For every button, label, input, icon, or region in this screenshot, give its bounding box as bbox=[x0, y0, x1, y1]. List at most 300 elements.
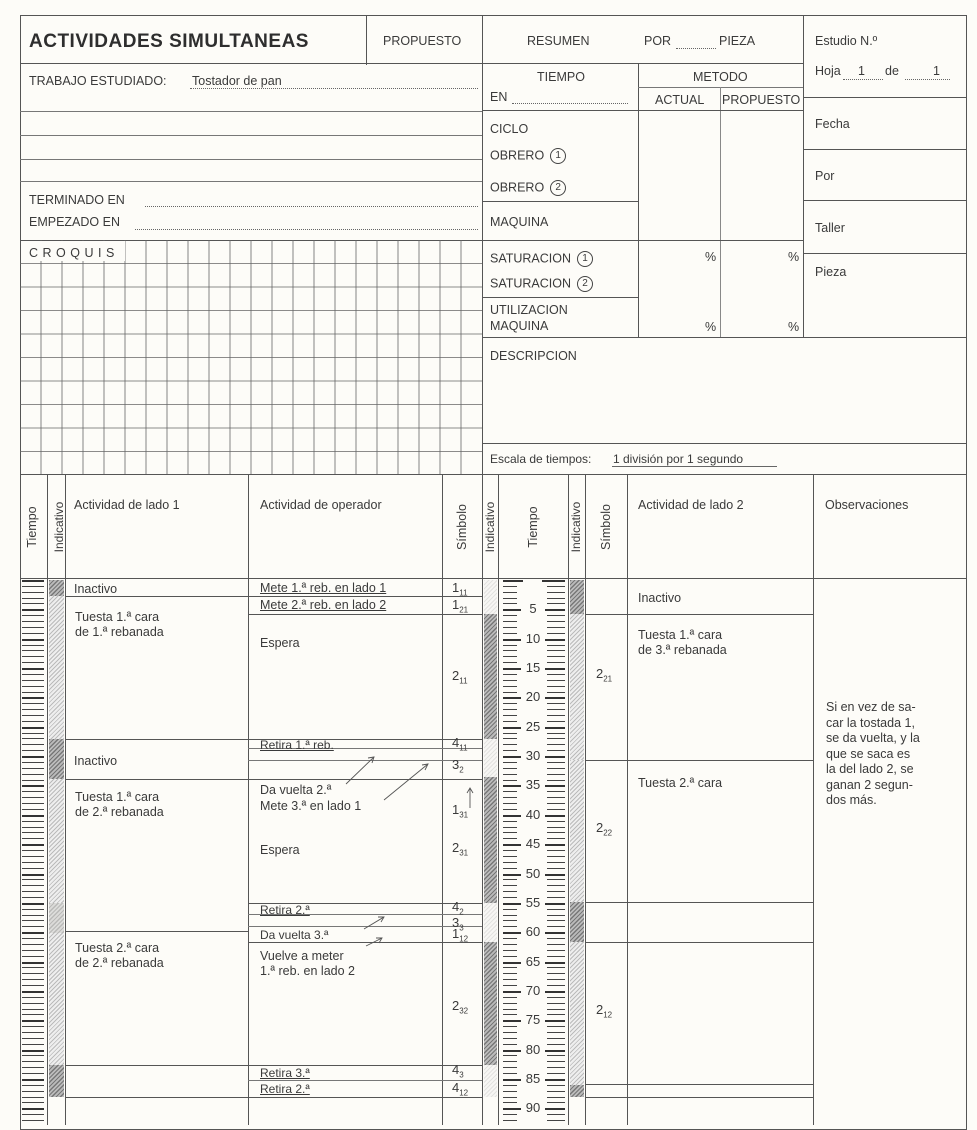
croquis-grid[interactable] bbox=[20, 240, 482, 475]
symbol-4-12 bbox=[452, 1080, 468, 1098]
time-tick bbox=[503, 785, 523, 787]
op-da-vuelta-2: Da vuelta 2.ª bbox=[260, 783, 332, 797]
time-tick bbox=[22, 1044, 44, 1045]
time-tick bbox=[503, 997, 517, 998]
time-tick bbox=[547, 891, 565, 892]
time-tick bbox=[503, 1026, 517, 1027]
time-tick bbox=[503, 856, 517, 857]
time-tick bbox=[22, 680, 44, 681]
sym-main: 2 bbox=[596, 666, 604, 681]
time-tick bbox=[503, 703, 517, 704]
time-tick bbox=[22, 791, 44, 792]
lado1-tuesta-1: Tuesta 1.ª cara bbox=[75, 610, 160, 624]
sym-sub: 11 bbox=[459, 676, 468, 686]
time-tick bbox=[22, 920, 44, 921]
time-tick bbox=[22, 785, 44, 787]
time-tick bbox=[547, 868, 565, 869]
time-tick bbox=[22, 697, 44, 699]
pieza-field-label[interactable]: Pieza bbox=[815, 265, 847, 279]
time-tick bbox=[547, 674, 565, 675]
col-observaciones: Observaciones bbox=[825, 498, 909, 512]
time-scale-label: 25 bbox=[521, 719, 545, 734]
ciclo-label: CICLO bbox=[490, 122, 529, 136]
op-espera-1: Espera bbox=[260, 636, 300, 650]
indicator-inactive bbox=[49, 1065, 64, 1097]
time-tick bbox=[22, 733, 44, 734]
time-tick bbox=[22, 1079, 44, 1081]
observaciones-note bbox=[826, 700, 966, 809]
time-tick bbox=[22, 668, 44, 670]
time-tick bbox=[22, 1067, 44, 1068]
time-tick bbox=[547, 944, 565, 945]
time-tick bbox=[503, 868, 517, 869]
time-scale-label: 30 bbox=[521, 748, 545, 763]
sym-sub: 11 bbox=[459, 743, 468, 753]
taller-label[interactable]: Taller bbox=[815, 221, 845, 235]
col-operador: Actividad de operador bbox=[260, 498, 382, 512]
time-scale-label: 20 bbox=[521, 689, 545, 704]
time-tick bbox=[22, 721, 44, 722]
op-espera-2: Espera bbox=[260, 843, 300, 857]
time-tick bbox=[503, 1038, 517, 1039]
trabajo-value[interactable]: Tostador de pan bbox=[192, 74, 282, 88]
time-tick bbox=[542, 727, 565, 729]
time-tick bbox=[22, 862, 44, 863]
form-title: ACTIVIDADES SIMULTANEAS bbox=[29, 31, 309, 52]
indicator-active bbox=[570, 760, 584, 902]
time-tick bbox=[503, 891, 517, 892]
lado1-inactivo: Inactivo bbox=[74, 582, 118, 596]
time-tick bbox=[22, 586, 44, 587]
lado1-inactivo-2: Inactivo bbox=[74, 754, 118, 768]
time-tick bbox=[547, 850, 565, 851]
por-field-label[interactable]: Por bbox=[815, 169, 835, 183]
obs-line: dos más. bbox=[826, 793, 877, 807]
escala-value: 1 división por 1 segundo bbox=[613, 452, 744, 466]
time-tick bbox=[503, 909, 517, 910]
time-tick bbox=[22, 692, 44, 693]
time-tick bbox=[542, 1079, 565, 1081]
time-tick bbox=[22, 780, 44, 781]
time-tick bbox=[547, 827, 565, 828]
time-scale-label: 60 bbox=[521, 924, 545, 939]
time-tick bbox=[547, 803, 565, 804]
time-tick bbox=[542, 932, 565, 934]
lado2-tuesta-1b: de 3.ª rebanada bbox=[638, 643, 727, 657]
time-tick bbox=[547, 1038, 565, 1039]
time-tick bbox=[22, 797, 44, 798]
time-tick bbox=[503, 615, 517, 616]
en-label: EN bbox=[490, 90, 508, 104]
time-tick bbox=[547, 1032, 565, 1033]
sym-sub: 12 bbox=[603, 1010, 613, 1020]
propuesto-label: PROPUESTO bbox=[383, 34, 462, 48]
time-tick bbox=[503, 662, 517, 663]
saturacion-text: SATURACION bbox=[490, 251, 572, 266]
time-tick bbox=[503, 1055, 517, 1056]
indicator-active bbox=[49, 933, 64, 1065]
op-mete-2: Mete 2.ª reb. en lado 2 bbox=[260, 598, 387, 612]
sym-sub: 2 bbox=[459, 765, 464, 775]
time-tick bbox=[503, 821, 517, 822]
time-tick bbox=[503, 944, 517, 945]
time-tick bbox=[22, 686, 44, 687]
de-number[interactable]: 1 bbox=[933, 64, 940, 78]
symbol-2-22 bbox=[596, 820, 612, 838]
time-tick bbox=[547, 985, 565, 986]
time-tick bbox=[503, 815, 523, 817]
time-tick bbox=[22, 615, 44, 616]
time-tick bbox=[503, 697, 523, 699]
indicator-active bbox=[49, 779, 64, 903]
time-tick bbox=[547, 1120, 565, 1121]
time-tick bbox=[547, 909, 565, 910]
time-tick bbox=[22, 650, 44, 651]
time-tick bbox=[542, 815, 565, 817]
time-tick bbox=[503, 1009, 517, 1010]
escala-label: Escala de tiempos: bbox=[490, 452, 592, 466]
obs-line: la del lado 2, se bbox=[826, 762, 914, 776]
time-tick bbox=[542, 639, 565, 641]
time-tick bbox=[547, 1097, 565, 1098]
op-retira-1: Retira 1.ª reb. bbox=[260, 738, 334, 752]
time-tick bbox=[22, 703, 44, 704]
time-scale-label: 90 bbox=[521, 1100, 545, 1115]
op-retira-2: Retira 2.ª bbox=[260, 903, 310, 917]
time-tick bbox=[503, 926, 517, 927]
sym-main: 2 bbox=[452, 840, 460, 855]
time-tick bbox=[542, 903, 565, 905]
time-tick bbox=[547, 956, 565, 957]
time-tick bbox=[503, 586, 517, 587]
time-tick bbox=[22, 1050, 44, 1052]
time-tick bbox=[22, 991, 44, 993]
time-tick bbox=[22, 973, 44, 974]
time-tick bbox=[22, 580, 44, 582]
time-tick bbox=[503, 1108, 523, 1110]
time-tick bbox=[503, 915, 517, 916]
time-tick bbox=[503, 885, 517, 886]
time-tick bbox=[22, 662, 44, 663]
time-tick bbox=[547, 950, 565, 951]
time-tick bbox=[503, 920, 517, 921]
time-scale-label: 85 bbox=[521, 1071, 545, 1086]
time-tick bbox=[22, 621, 44, 622]
op-vuelve-1: Vuelve a meter bbox=[260, 949, 344, 963]
time-tick bbox=[503, 768, 517, 769]
time-tick bbox=[547, 733, 565, 734]
time-tick bbox=[22, 645, 44, 646]
time-tick bbox=[22, 821, 44, 822]
saturacion-2-label bbox=[490, 276, 593, 292]
time-tick bbox=[542, 756, 565, 758]
time-tick bbox=[22, 756, 44, 758]
time-tick bbox=[22, 844, 44, 846]
sym-main: 2 bbox=[596, 1002, 604, 1017]
time-tick bbox=[547, 938, 565, 939]
circled-2-icon: 2 bbox=[550, 180, 566, 196]
time-scale-label: 15 bbox=[521, 660, 545, 675]
indicator-inactive bbox=[49, 739, 64, 779]
sym-sub: 31 bbox=[459, 810, 469, 820]
time-tick bbox=[547, 603, 565, 604]
indicator-active bbox=[570, 942, 584, 1085]
time-tick bbox=[22, 879, 44, 880]
sym-sub: 22 bbox=[603, 828, 613, 838]
time-tick bbox=[503, 791, 517, 792]
time-tick bbox=[547, 744, 565, 745]
time-tick bbox=[503, 1102, 517, 1103]
percent-sat-propuesto: % bbox=[788, 250, 800, 264]
sym-main: 4 bbox=[452, 1062, 460, 1077]
time-tick bbox=[22, 903, 44, 905]
time-tick bbox=[503, 738, 517, 739]
time-tick bbox=[547, 1003, 565, 1004]
indicator-operator-wait bbox=[484, 942, 497, 1065]
time-scale-label: 50 bbox=[521, 866, 545, 881]
time-scale-label: 35 bbox=[521, 777, 545, 792]
tiempo-label: TIEMPO bbox=[537, 70, 585, 84]
time-tick bbox=[503, 709, 517, 710]
circled-1-icon: 1 bbox=[550, 148, 566, 164]
time-tick bbox=[22, 932, 44, 934]
time-tick bbox=[547, 920, 565, 921]
time-tick bbox=[503, 973, 517, 974]
time-tick bbox=[547, 768, 565, 769]
time-tick bbox=[542, 991, 565, 993]
time-tick bbox=[547, 856, 565, 857]
lado1-tuesta-2b: de 2.ª rebanada bbox=[75, 805, 164, 819]
time-tick bbox=[22, 1020, 44, 1022]
time-tick bbox=[547, 680, 565, 681]
time-tick bbox=[547, 703, 565, 704]
time-tick bbox=[22, 944, 44, 945]
time-tick bbox=[503, 674, 517, 675]
time-tick bbox=[503, 897, 517, 898]
op-mete-3: Mete 3.ª en lado 1 bbox=[260, 799, 362, 813]
time-tick bbox=[22, 868, 44, 869]
symbol-2-11 bbox=[452, 668, 468, 686]
time-tick bbox=[22, 985, 44, 986]
time-tick bbox=[547, 879, 565, 880]
time-tick bbox=[547, 1044, 565, 1045]
time-tick bbox=[542, 609, 565, 611]
time-tick bbox=[22, 915, 44, 916]
time-tick bbox=[503, 932, 523, 934]
time-tick bbox=[503, 1032, 517, 1033]
time-tick bbox=[547, 1026, 565, 1027]
time-tick bbox=[547, 862, 565, 863]
time-tick bbox=[547, 750, 565, 751]
time-tick bbox=[547, 926, 565, 927]
time-tick bbox=[22, 962, 44, 964]
time-tick bbox=[22, 967, 44, 968]
time-tick bbox=[503, 903, 523, 905]
time-tick bbox=[542, 1108, 565, 1110]
time-tick bbox=[22, 1108, 44, 1110]
time-tick bbox=[503, 985, 517, 986]
time-tick bbox=[503, 621, 517, 622]
time-tick bbox=[547, 656, 565, 657]
time-tick bbox=[503, 1020, 523, 1022]
time-tick bbox=[503, 639, 523, 641]
time-tick bbox=[22, 856, 44, 857]
time-tick bbox=[547, 1091, 565, 1092]
time-tick bbox=[503, 827, 517, 828]
time-tick bbox=[22, 909, 44, 910]
time-tick bbox=[542, 785, 565, 787]
time-tick bbox=[503, 850, 517, 851]
hoja-number[interactable]: 1 bbox=[858, 64, 865, 78]
time-tick bbox=[503, 633, 517, 634]
time-tick bbox=[503, 609, 523, 611]
obs-line: car la tostada 1, bbox=[826, 715, 915, 730]
op-retira-2b: Retira 2.ª bbox=[260, 1082, 310, 1096]
time-tick bbox=[547, 650, 565, 651]
lado2-tuesta-1: Tuesta 1.ª cara bbox=[638, 628, 723, 642]
symbol-4-3 bbox=[452, 1062, 464, 1080]
col-indicativo-3: Indicativo bbox=[569, 501, 583, 553]
sym-main: 4 bbox=[452, 899, 460, 914]
time-tick bbox=[22, 1102, 44, 1103]
indicator-active bbox=[570, 614, 584, 760]
col-indicativo-2: Indicativo bbox=[483, 501, 497, 553]
time-tick bbox=[547, 1073, 565, 1074]
time-tick bbox=[503, 862, 517, 863]
time-tick bbox=[547, 662, 565, 663]
time-scale-label: 80 bbox=[521, 1042, 545, 1057]
time-tick bbox=[503, 1044, 517, 1045]
time-tick bbox=[547, 721, 565, 722]
time-tick bbox=[503, 774, 517, 775]
sym-main: 1 bbox=[452, 926, 460, 941]
descripcion-label[interactable]: DESCRIPCION bbox=[490, 349, 577, 363]
time-tick bbox=[503, 1003, 517, 1004]
symbol-1-21 bbox=[452, 597, 468, 615]
obrero-1-label bbox=[490, 148, 566, 164]
symbol-2-12 bbox=[596, 1002, 612, 1020]
time-scale-label: 45 bbox=[521, 836, 545, 851]
time-tick bbox=[503, 1091, 517, 1092]
obs-line: ganan 2 segun- bbox=[826, 777, 913, 792]
time-tick bbox=[22, 803, 44, 804]
time-tick bbox=[503, 956, 517, 957]
indicator-active bbox=[49, 596, 64, 739]
time-tick bbox=[547, 709, 565, 710]
time-tick bbox=[22, 709, 44, 710]
symbol-1-11 bbox=[452, 580, 468, 598]
time-tick bbox=[22, 727, 44, 729]
time-tick bbox=[503, 1085, 517, 1086]
time-tick bbox=[547, 1085, 565, 1086]
indicator-operator-work bbox=[484, 580, 497, 614]
sym-main: 2 bbox=[452, 998, 460, 1013]
time-tick bbox=[22, 874, 44, 876]
time-tick bbox=[22, 979, 44, 980]
time-tick bbox=[542, 844, 565, 846]
saturacion-text: SATURACION bbox=[490, 276, 572, 291]
time-scale-label: 40 bbox=[521, 807, 545, 822]
time-tick bbox=[547, 1114, 565, 1115]
time-tick bbox=[503, 727, 523, 729]
time-tick bbox=[542, 962, 565, 964]
time-tick bbox=[547, 598, 565, 599]
sym-sub: 2 bbox=[459, 907, 464, 917]
time-tick bbox=[542, 580, 565, 582]
time-tick bbox=[547, 1009, 565, 1010]
time-tick bbox=[503, 950, 517, 951]
arrow-icon bbox=[348, 930, 408, 960]
obs-line: se da vuelta, y la bbox=[826, 731, 920, 745]
fecha-label[interactable]: Fecha bbox=[815, 117, 850, 131]
time-tick bbox=[503, 1097, 517, 1098]
saturacion-1-label bbox=[490, 251, 593, 267]
col-simbolo-2: Símbolo bbox=[599, 504, 613, 550]
time-tick bbox=[503, 762, 517, 763]
obrero-text: OBRERO bbox=[490, 148, 545, 163]
time-tick bbox=[547, 1014, 565, 1015]
time-ruler-left bbox=[22, 578, 46, 1125]
time-tick bbox=[22, 1038, 44, 1039]
time-tick bbox=[22, 738, 44, 739]
time-tick bbox=[503, 1014, 517, 1015]
time-tick bbox=[503, 744, 517, 745]
time-tick bbox=[503, 721, 517, 722]
time-tick bbox=[22, 1009, 44, 1010]
circled-2-icon: 2 bbox=[577, 276, 593, 292]
trabajo-label: TRABAJO ESTUDIADO: bbox=[29, 74, 167, 88]
time-tick bbox=[547, 791, 565, 792]
time-tick bbox=[503, 938, 517, 939]
sym-sub: 31 bbox=[459, 848, 469, 858]
time-tick bbox=[503, 991, 523, 993]
time-tick bbox=[503, 603, 517, 604]
terminado-label: TERMINADO EN bbox=[29, 193, 125, 207]
indicator-operator-work bbox=[484, 1065, 497, 1097]
op-mete-1: Mete 1.ª reb. en lado 1 bbox=[260, 581, 387, 595]
time-tick bbox=[547, 738, 565, 739]
time-tick bbox=[22, 838, 44, 839]
sym-main: 1 bbox=[452, 580, 460, 595]
hoja-label: Hoja bbox=[815, 64, 841, 78]
time-tick bbox=[547, 797, 565, 798]
op-retira-3: Retira 3.ª bbox=[260, 1066, 310, 1080]
time-tick bbox=[22, 897, 44, 898]
metodo-label: METODO bbox=[693, 70, 748, 84]
utilizacion-maquina-label: MAQUINA bbox=[490, 319, 549, 333]
time-tick bbox=[503, 598, 517, 599]
op-da-vuelta-3: Da vuelta 3.ª bbox=[260, 928, 329, 942]
time-tick bbox=[22, 950, 44, 951]
obs-line: Si en vez de sa- bbox=[826, 700, 916, 714]
time-tick bbox=[22, 1014, 44, 1015]
time-tick bbox=[503, 874, 523, 876]
time-tick bbox=[503, 1050, 523, 1052]
time-tick bbox=[547, 692, 565, 693]
time-scale-label: 55 bbox=[521, 895, 545, 910]
maquina-label: MAQUINA bbox=[490, 215, 549, 229]
time-tick bbox=[547, 1061, 565, 1062]
time-tick bbox=[547, 715, 565, 716]
time-scale-label: 75 bbox=[521, 1012, 545, 1027]
lado1-tuesta-3b: de 2.ª rebanada bbox=[75, 956, 164, 970]
time-tick bbox=[503, 592, 517, 593]
de-label: de bbox=[885, 64, 899, 78]
col-tiempo-1: Tiempo bbox=[25, 506, 39, 548]
sym-main: 1 bbox=[452, 802, 460, 817]
time-tick bbox=[503, 838, 517, 839]
lado2-tuesta-2: Tuesta 2.ª cara bbox=[638, 776, 723, 790]
